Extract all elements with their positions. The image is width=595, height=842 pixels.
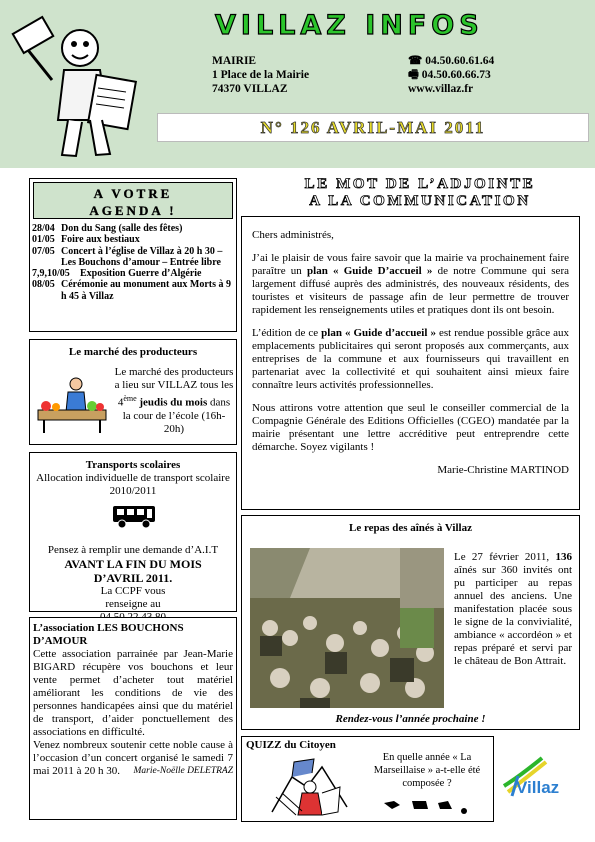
market-text-part: dans la cour de l’école (16h-20h) [122,396,231,435]
marseillaise-illustration-icon [262,757,358,819]
bouchons-box [29,617,237,820]
agenda-date: 07/05 [32,245,55,257]
bouchons-signature: Marie-Noëlle DELETRAZ [133,766,233,776]
villaz-logo [498,756,573,804]
transport-title: Transports scolaires [85,459,181,471]
issue-number: N° 126 AVRIL-MAI 2011 [260,118,486,137]
repas-box [241,515,580,730]
address-line: 1 Place de la Mairie [212,69,310,81]
repas-text [454,551,572,668]
editorial-box [241,216,580,510]
address-line: 74370 VILLAZ [212,83,288,95]
phone-number: 04.50.60.61.64 [425,55,495,67]
agenda-text: Cérémonie au monument aux Morts à 9 h 45 à Villaz [61,279,231,302]
paragraph-text: de notre Commune qui sera largement diffusé auprès des administrés, des nouveaux résidents, des touristes et visiteurs de passage afin de leur permettre de trouver rapidement les renseignements utiles et pratiques dont ils ont besoin. [252,265,569,316]
transport-box [29,452,237,612]
repas-text-part: Le 27 février 2011, [454,551,556,563]
superscript: ème [123,394,137,403]
market-stall-icon [36,376,108,434]
transport-deadline: AVANT LA FIN DU MOIS D’AVRIL 2011. [64,557,202,585]
market-text-part: Le marché des producteurs a lieu sur VILLAZ tous les 4 [114,366,234,409]
bouchons-body [30,739,236,778]
agenda-text: Foire aux bestiaux [61,234,140,246]
agenda-title-line: A VOTRE [93,186,173,201]
paragraph-text: L’édition de ce [252,327,322,339]
bus-icon [112,504,156,529]
fax-number: 04.50.60.66.73 [421,69,491,81]
editorial-title [247,176,593,210]
editorial-title-line: LE MOT DE L’ADJOINTE [304,176,536,192]
issue-banner [157,113,589,142]
agenda-date: 01/05 [32,234,55,246]
editorial-paragraph [252,327,569,392]
editorial-paragraph [252,252,569,317]
agenda-title-line: AGENDA ! [89,203,177,218]
agenda-text: Exposition Guerre d’Algérie [80,268,202,280]
editorial-paragraph: Nous attirons votre attention que seul le conseiller commercial de la Compagnie Générale des Editions Officielles (CGEO) mandatée par la mairie présentant une lettre accréditive peut entreprendre cette démarche. Soyez vigilants ! [252,402,569,453]
transport-line: Pensez à remplir une demande d’A.I.T [47,544,219,556]
scribble-icon [382,795,472,817]
editorial-signature: Marie-Christine MARTINOD [437,464,569,476]
website-link[interactable]: www.villaz.fr [408,83,474,95]
agenda-date: 28/04 [32,223,55,234]
agenda-date: 08/05 [32,279,55,291]
quizz-box [241,736,494,822]
mascot-newspaper-icon [8,10,148,162]
logo-text: Villaz [516,778,560,797]
telephone-icon: ☎ [408,55,423,67]
agenda-item [30,268,236,279]
paragraph-text: est rendue possible grâce aux emplacements publicitaires qui seront proposés aux commerçants, aux entreprises de la commune et aux fournisseurs qui travaillent en partenariat avec la collectivité et qui souhaitent ainsi mieux faire connaître leurs activités professionnelles. [252,327,569,391]
repas-count: 136 [555,551,572,563]
fax-icon: 🖷 [408,69,419,81]
agenda-item [30,279,236,302]
agenda-item [30,246,236,269]
paragraph-bold: plan « Guide d’accueil » [321,327,436,339]
repas-text-part: aînés sur 360 invités ont pu participer au repas annuel des anciens. Une manifestation placée sous le signe de la convivialité, ambiance « accordéon » et repas préparé et servi par le château de Bon Attrait. [454,564,572,667]
market-box [29,339,237,445]
transport-contact: La CCPF vous renseigne au [100,585,166,610]
agenda-list [30,223,236,302]
repas-footer: Rendez-vous l’année prochaine ! [335,713,486,725]
agenda-box [29,178,237,332]
market-text [114,366,234,436]
quizz-title: QUIZZ du Citoyen [246,739,336,751]
quizz-question: En quelle année « La Marseillaise » a-t-elle été composée ? [373,752,481,789]
banquet-photo [250,548,444,708]
market-text-bold: jeudis du mois [139,396,208,409]
market-title: Le marché des producteurs [68,346,198,358]
bouchons-body-text: Venez nombreux soutenir cette noble cause à l’occasion d’un concert organisé le samedi 7 mai 2011 à 20 h 30. [33,739,233,777]
agenda-date: 7,9,10/05 [32,268,70,280]
bouchons-body: Cette association parrainée par Jean-Marie BIGARD récupère vos bouchons et leur vente permet d’acheter tout matériel améliorant les conditions de vie des personnes handicapées ainsi que du matériel de transport, d’aider ponctuellement des associations en difficulté. [33,648,233,738]
paragraph-bold: plan « Guide D’accueil » [307,265,433,277]
agenda-item [30,223,236,234]
paragraph-text: J’ai le plaisir de vous faire savoir que la mairie va prochainement faire paraître un [252,252,569,277]
town-hall-address [212,54,309,96]
agenda-text: Don du Sang (salle des fêtes) [61,223,183,234]
agenda-title [33,182,233,219]
bouchons-title: L’association LES BOUCHONS D’AMOUR [33,622,184,647]
agenda-item [30,234,236,245]
editorial-greeting: Chers administrés, [252,229,334,241]
editorial-title-line: A LA COMMUNICATION [309,193,531,209]
contact-info [408,54,494,96]
newsletter-title: VILLAZ INFOS [215,10,484,41]
address-line: MAIRIE [212,55,257,67]
transport-subtitle: Allocation individuelle de transport scolaire 2010/2011 [36,472,230,497]
agenda-text: Concert à l’église de Villaz à 20 h 30 – Les Bouchons d’amour – Entrée libre [61,245,223,268]
repas-title: Le repas des aînés à Villaz [349,522,472,534]
